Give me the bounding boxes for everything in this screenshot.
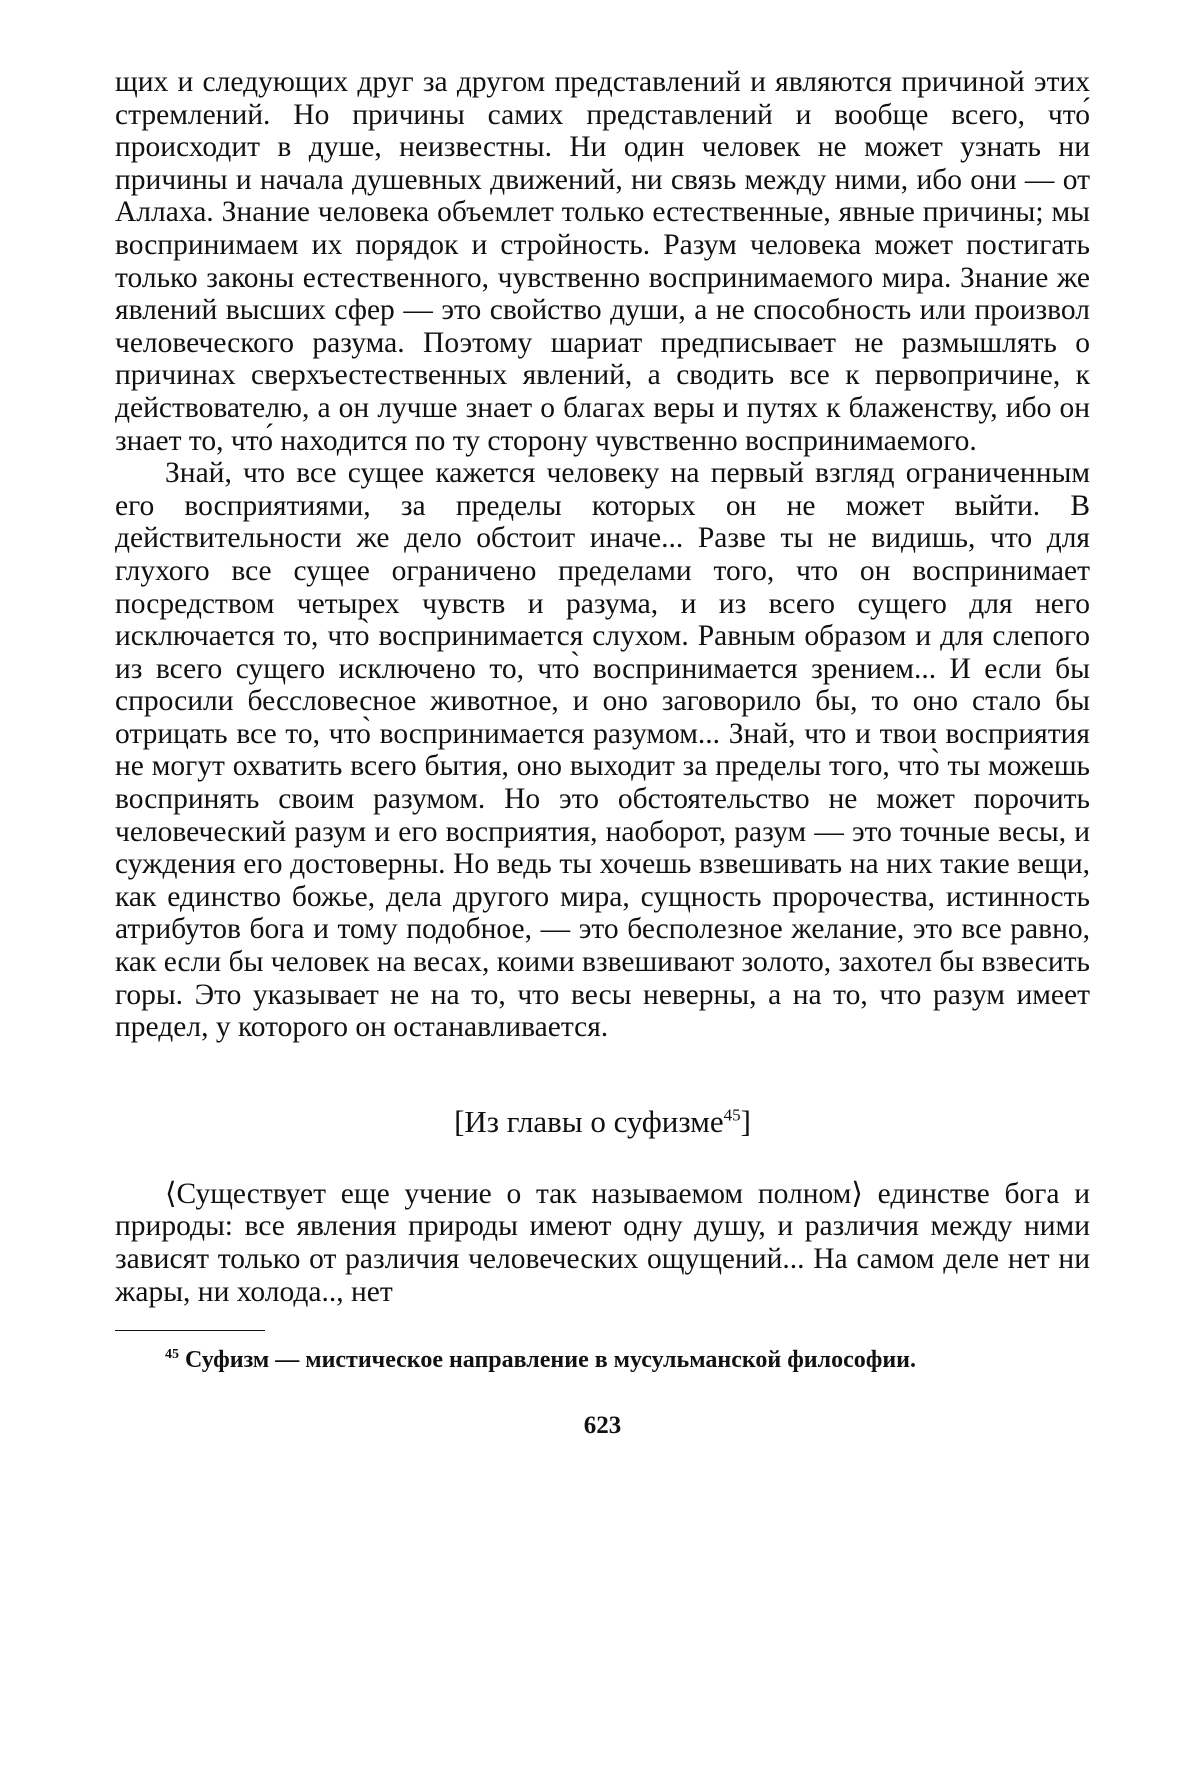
footnote-divider (115, 1330, 265, 1331)
section-heading-note: 45 (723, 1105, 741, 1125)
section-paragraph: ⟨Существует еще учение о так называемом полном⟩ единстве бога и природы: все явления природы имеют одну душу, и различия между ними зависят только от различия человеческих ощущений... На самом деле нет ни жары, ни холода.., нет (115, 1177, 1090, 1308)
page-number: 623 (583, 1412, 622, 1440)
section-heading (115, 1104, 1090, 1140)
body-paragraph-2: Знай, что все сущее кажется человеку на первый взгляд ограниченным его восприятиями, за пределы которых он не может выйти. В действительности же дело обстоит иначе... Разве ты не видишь, что для глухого все сущее ограничено пределами того, что он воспринимает посредством четырех чувств и разума, и из всего сущего для него исключается то, что̀ воспринимается слухом. Равным образом и для слепого из всего сущего исключено то, что̀ воспринимается зрением... И если бы спросили бессловесное животное, и оно заговорило бы, то оно стало бы отрицать все то, что̀ воспринимается разумом... Знай, что и твои восприятия не могут охватить всего бытия, оно выходит за пределы того, что̀ ты можешь воспринять своим разумом. Но это обстоятельство не может порочить человеческий разум и его восприятия, наоборот, разум — это точные весы, и суждения его достоверны. Но ведь ты хочешь взвешивать на них такие вещи, как единство божье, дела другого мира, сущность пророчества, истинность атрибутов бога и тому подобное, — это бесполезное желание, это все равно, как если бы человек на весах, коими взвешивают золото, захотел бы взвесить горы. Это указывает не на то, что весы неверны, а на то, что разум имеет предел, у которого он останавливается. (115, 457, 1090, 1044)
book-page (115, 66, 1090, 1441)
body-paragraph-1: щих и следующих друг за другом представлений и являются причиной этих стремлений. Но причины самих представлений и вообще всего, что́ происходит в душе, неизвестны. Ни один человек не может узнать ни причины и начала душевных движений, ни связь между ними, ибо они — от Аллаха. Знание человека объемлет только естественные, явные причины; мы воспринимаем их порядок и стройность. Разум человека может постигать только законы естественного, чувственно воспринимаемого мира. Знание же явлений высших сфер — это свойство души, а не способность или произвол человеческого разума. Поэтому шариат предписывает не размышлять о причинах сверхъестественных явлений, а сводить все к первопричине, к действователю, а он лучше знает о благах веры и путях к блаженству, ибо он знает то, что́ находится по ту сторону чувственно воспринимаемого. (115, 66, 1090, 457)
footnote (115, 1345, 1090, 1375)
footnote-marker: 45 (165, 1347, 179, 1363)
section-heading-close: ] (740, 1103, 751, 1139)
section-heading-text: [Из главы о суфизме (454, 1103, 724, 1139)
footnote-text: Суфизм — мистическое направление в мусульманской философии. (179, 1347, 917, 1374)
